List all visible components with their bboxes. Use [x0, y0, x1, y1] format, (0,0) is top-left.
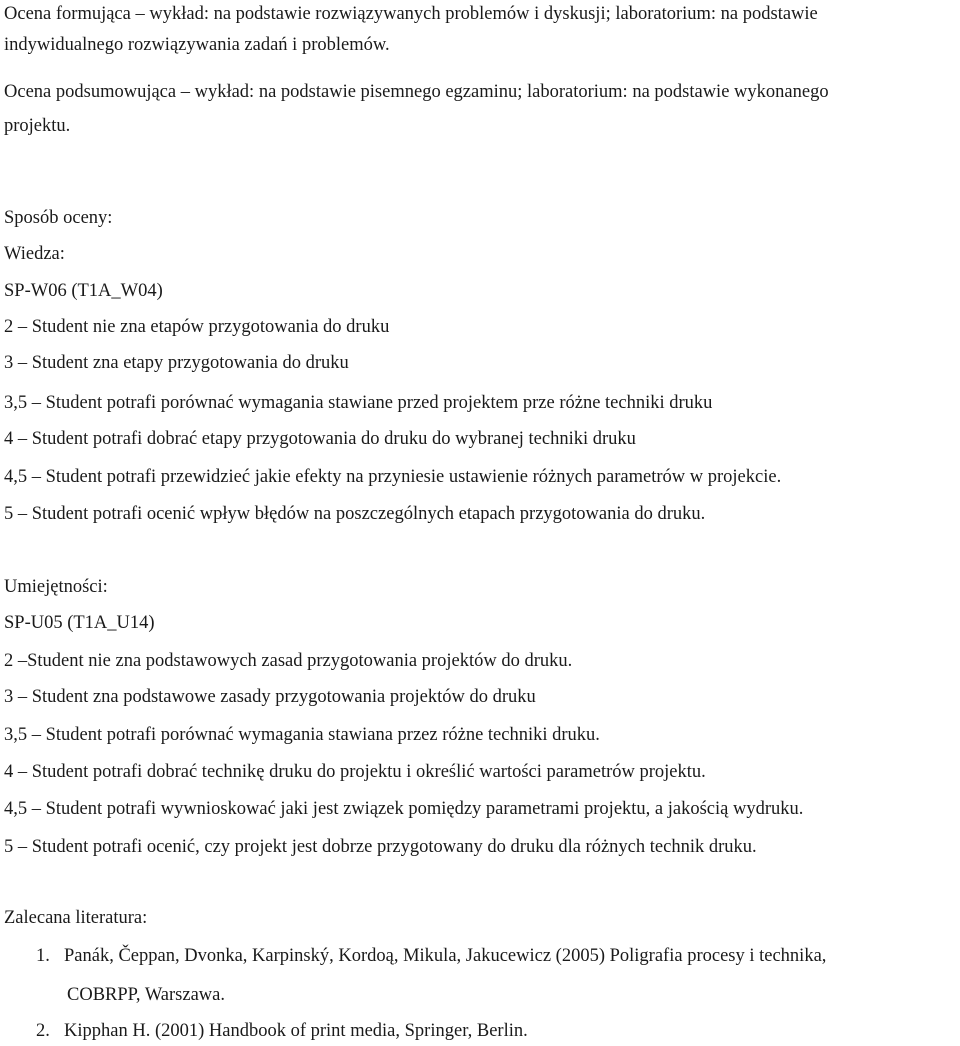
skills-item: 2 –Student nie zna podstawowych zasad przygotowania projektów do druku.: [4, 651, 573, 671]
skills-item: 3 – Student zna podstawowe zasady przygotowania projektów do druku: [4, 687, 536, 707]
knowledge-item: 3,5 – Student potrafi porównać wymagania stawiane przed projektem prze różne techniki druku: [4, 393, 713, 413]
summative-assessment-paragraph: [4, 80, 829, 138]
skills-item: 3,5 – Student potrafi porównać wymagania stawiana przez różne techniki druku.: [4, 725, 600, 745]
summative-line-2: projektu.: [4, 116, 71, 136]
skills-item: 5 – Student potrafi ocenić, czy projekt jest dobrze przygotowany do druku dla różnych technik druku.: [4, 837, 757, 857]
formative-line-1: Ocena formująca – wykład: na podstawie rozwiązywanych problemów i dyskusji; laboratorium: na podstawie: [4, 4, 818, 24]
knowledge-item: 2 – Student nie zna etapów przygotowania do druku: [4, 317, 390, 337]
knowledge-item: 3 – Student zna etapy przygotowania do druku: [4, 353, 349, 373]
summative-line-1: Ocena podsumowująca – wykład: na podstawie pisemnego egzaminu; laboratorium: na podstawie wykonanego: [4, 82, 829, 102]
skills-code: SP-U05 (T1A_U14): [4, 613, 155, 633]
literature-item-line: Panák, Čeppan, Dvonka, Karpinský, Kordoą, Mikula, Jakucewicz (2005) Poligrafia procesy i technika,: [64, 946, 827, 966]
literature-item: [4, 944, 958, 1004]
knowledge-item: 4,5 – Student potrafi przewidzieć jakie efekty na przyniesie ustawienie różnych parametrów w projekcie.: [4, 467, 782, 487]
literature-item-line: COBRPP, Warszawa.: [67, 985, 225, 1005]
literature-item: [4, 1019, 958, 1043]
literature-item-number: 2.: [36, 1021, 50, 1041]
formative-assessment-paragraph: [4, 2, 818, 57]
formative-line-2: indywidualnego rozwiązywania zadań i problemów.: [4, 35, 390, 55]
skills-item: 4,5 – Student potrafi wywnioskować jaki jest związek pomiędzy parametrami projektu, a jakością wydruku.: [4, 799, 804, 819]
knowledge-item: 4 – Student potrafi dobrać etapy przygotowania do druku do wybranej techniki druku: [4, 429, 636, 449]
grading-heading: Sposób oceny:: [4, 208, 113, 228]
literature-item-line: Kipphan H. (2001) Handbook of print media, Springer, Berlin.: [64, 1021, 528, 1041]
knowledge-code: SP-W06 (T1A_W04): [4, 281, 163, 301]
knowledge-item: 5 – Student potrafi ocenić wpływ błędów na poszczególnych etapach przygotowania do druku.: [4, 504, 706, 524]
knowledge-heading: Wiedza:: [4, 244, 65, 264]
literature-heading: Zalecana literatura:: [4, 908, 148, 928]
skills-item: 4 – Student potrafi dobrać technikę druku do projektu i określić wartości parametrów projektu.: [4, 762, 706, 782]
literature-item-number: 1.: [36, 946, 50, 966]
skills-heading: Umiejętności:: [4, 577, 108, 597]
